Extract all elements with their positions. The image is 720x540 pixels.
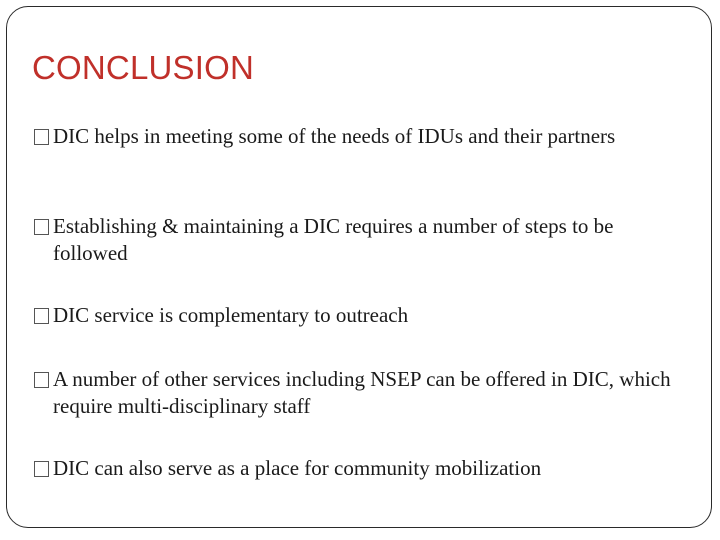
empty-square-icon [34,461,49,477]
slide-title: CONCLUSION [32,49,255,86]
bullet-item [34,366,684,420]
bullet-text: A number of other services including NSEP can be offered in DIC, which require multi-disciplinary staff [53,367,671,418]
bullet-text: Establishing & maintaining a DIC requires a number of steps to be followed [53,214,614,265]
bullet-text: DIC helps in meeting some of the needs of IDUs and their partners [53,124,616,148]
empty-square-icon [34,129,49,145]
bullet-item [34,455,684,482]
empty-square-icon [34,219,49,235]
bullet-text: DIC service is complementary to outreach [53,303,409,327]
bullet-item [34,302,684,329]
bullet-item [34,123,684,150]
empty-square-icon [34,372,49,388]
empty-square-icon [34,308,49,324]
bullet-text: DIC can also serve as a place for community mobilization [53,456,542,480]
bullet-item [34,213,684,267]
